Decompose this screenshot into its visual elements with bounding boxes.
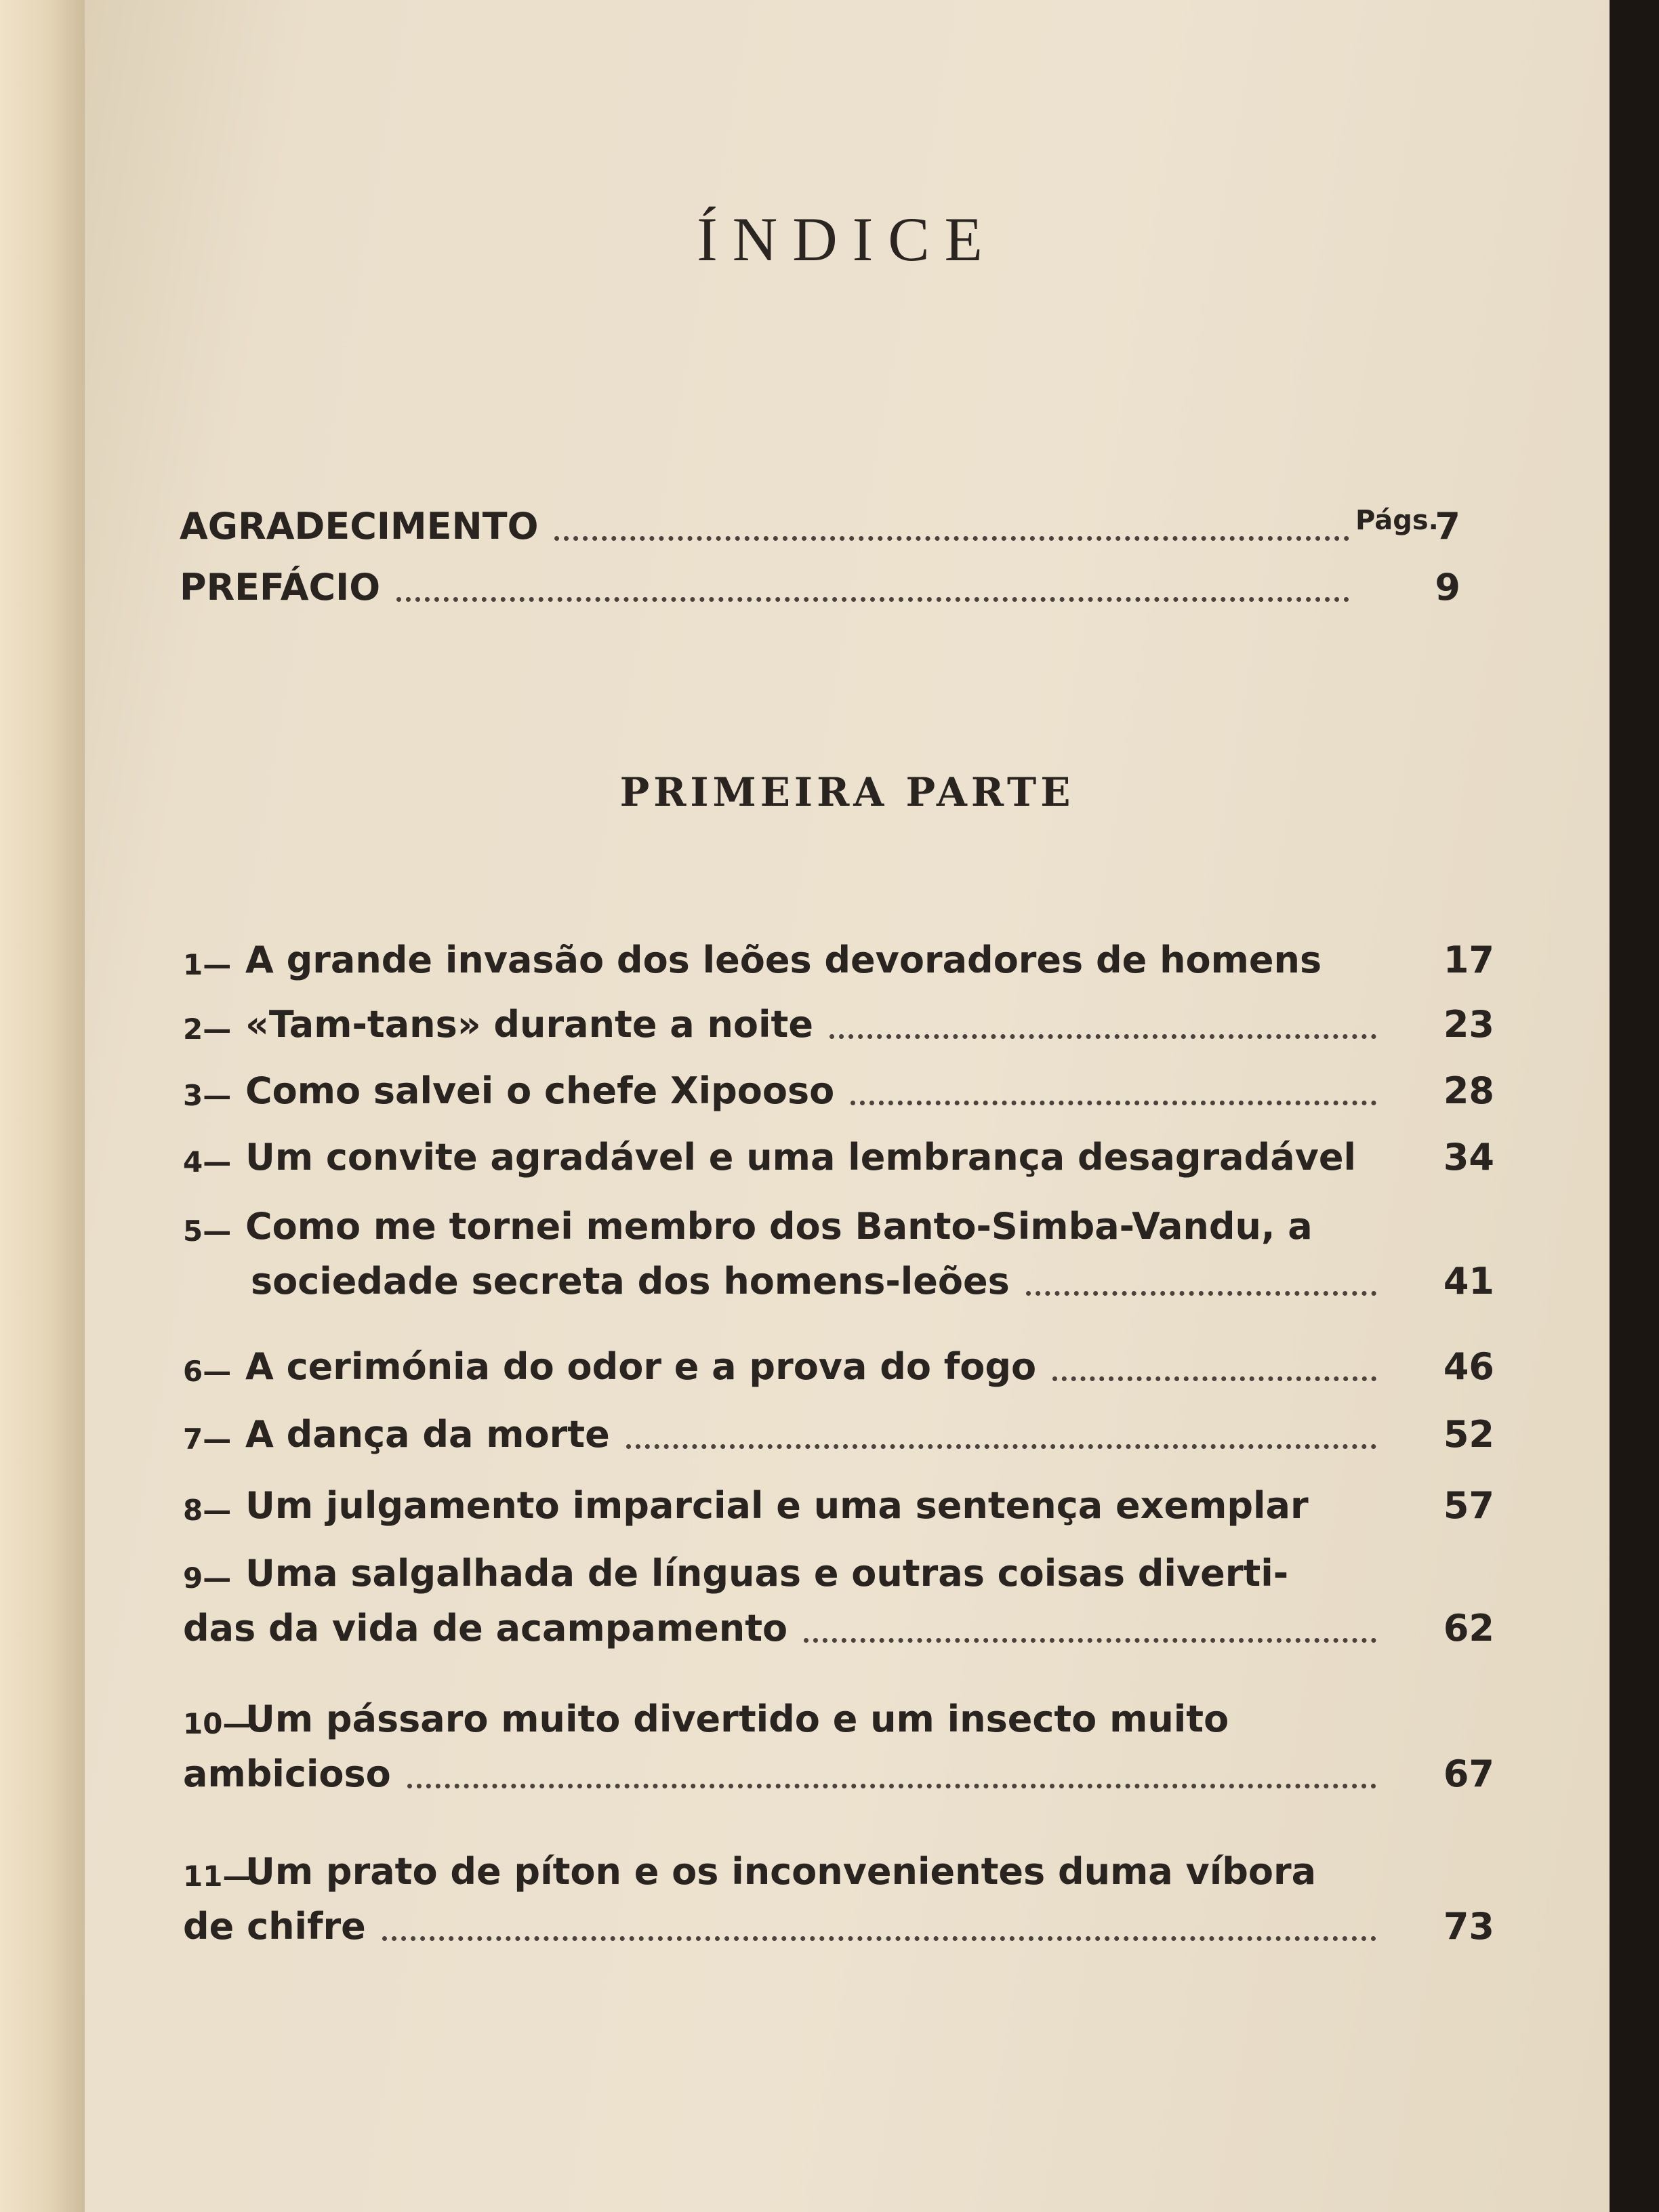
toc-chapter-2[interactable] [183,1003,1494,1046]
chapter-number: 7— [183,1422,232,1456]
chapter-page: 67 [1443,1753,1494,1795]
chapter-page: 62 [1443,1607,1494,1650]
toc-entry-page: 9 [1435,566,1460,609]
chapter-number: 10— [183,1707,251,1740]
dot-leader [1026,1291,1376,1296]
toc-chapter-5[interactable] [183,1205,1494,1303]
chapter-number: 8— [183,1494,232,1527]
toc-chapter-8[interactable] [183,1484,1494,1527]
chapter-title-continued: de chifre [183,1905,366,1948]
chapter-title: Como salvei o chefe Xipooso [245,1069,835,1112]
pages-column-label: Págs. [1355,505,1439,536]
chapter-number: 6— [183,1355,232,1388]
chapter-page: 73 [1443,1905,1494,1948]
toc-entry-prefacio[interactable] [180,566,1460,609]
toc-chapter-4[interactable] [183,1136,1494,1179]
dot-leader [626,1444,1376,1449]
chapter-number: 11— [183,1860,251,1893]
toc-chapter-10[interactable] [183,1698,1494,1795]
chapter-title: A dança da morte [245,1413,610,1456]
chapter-page: 34 [1443,1136,1494,1179]
toc-chapter-1[interactable] [183,939,1494,981]
chapter-title: Um convite agradável e uma lembrança desagradável [245,1136,1357,1179]
chapter-page: 41 [1443,1260,1494,1303]
chapter-title-continued: sociedade secreta dos homens-leões [251,1260,1010,1303]
chapter-page: 28 [1443,1069,1494,1112]
chapter-page: 46 [1443,1345,1494,1388]
chapter-title-continued: ambicioso [183,1753,391,1795]
chapter-number: 3— [183,1079,232,1112]
chapter-number: 5— [183,1214,232,1248]
chapter-page: 17 [1443,939,1494,981]
page-title: ÍNDICE [697,205,998,274]
dot-leader [382,1936,1376,1941]
chapter-number: 4— [183,1145,232,1179]
toc-entry-title: PREFÁCIO [180,566,381,609]
chapter-page: 52 [1443,1413,1494,1456]
chapter-title: A grande invasão dos leões devoradores de homens [245,939,1322,981]
toc-chapter-11[interactable] [183,1850,1494,1948]
chapter-title: Uma salgalhada de línguas e outras coisas diverti- [245,1552,1289,1595]
chapter-number: 2— [183,1012,232,1046]
chapter-page: 23 [1443,1003,1494,1046]
toc-entry-page: 7 [1435,505,1460,548]
dot-leader [407,1784,1376,1788]
toc-entry-agradecimento[interactable] [180,505,1460,548]
dot-leader [554,536,1349,541]
chapter-title: Um prato de píton e os inconvenientes duma víbora [245,1850,1317,1893]
dot-leader [1052,1376,1376,1381]
toc-chapter-9[interactable] [183,1552,1494,1650]
section-heading: PRIMEIRA PARTE [619,769,1075,815]
dot-leader [396,597,1349,602]
chapter-title: Como me tornei membro dos Banto-Simba-Vandu, a [245,1205,1313,1248]
chapter-number: 1— [183,948,232,981]
dot-leader [804,1638,1376,1643]
chapter-number: 9— [183,1561,232,1595]
chapter-title: «Tam-tans» durante a noite [245,1003,813,1046]
dot-leader [851,1101,1376,1105]
chapter-page: 57 [1443,1484,1494,1527]
toc-chapter-3[interactable] [183,1069,1494,1112]
book-spine-edge [0,0,85,2212]
toc-entry-title: AGRADECIMENTO [180,505,539,548]
chapter-title-continued: das da vida de acampamento [183,1607,788,1650]
chapter-title: A cerimónia do odor e a prova do fogo [245,1345,1037,1388]
dot-leader [830,1034,1376,1039]
chapter-title: Um pássaro muito divertido e um insecto muito [245,1698,1229,1740]
book-page [85,0,1610,2212]
toc-chapter-7[interactable] [183,1413,1494,1456]
chapter-title: Um julgamento imparcial e uma sentença exemplar [245,1484,1309,1527]
toc-chapter-6[interactable] [183,1345,1494,1388]
